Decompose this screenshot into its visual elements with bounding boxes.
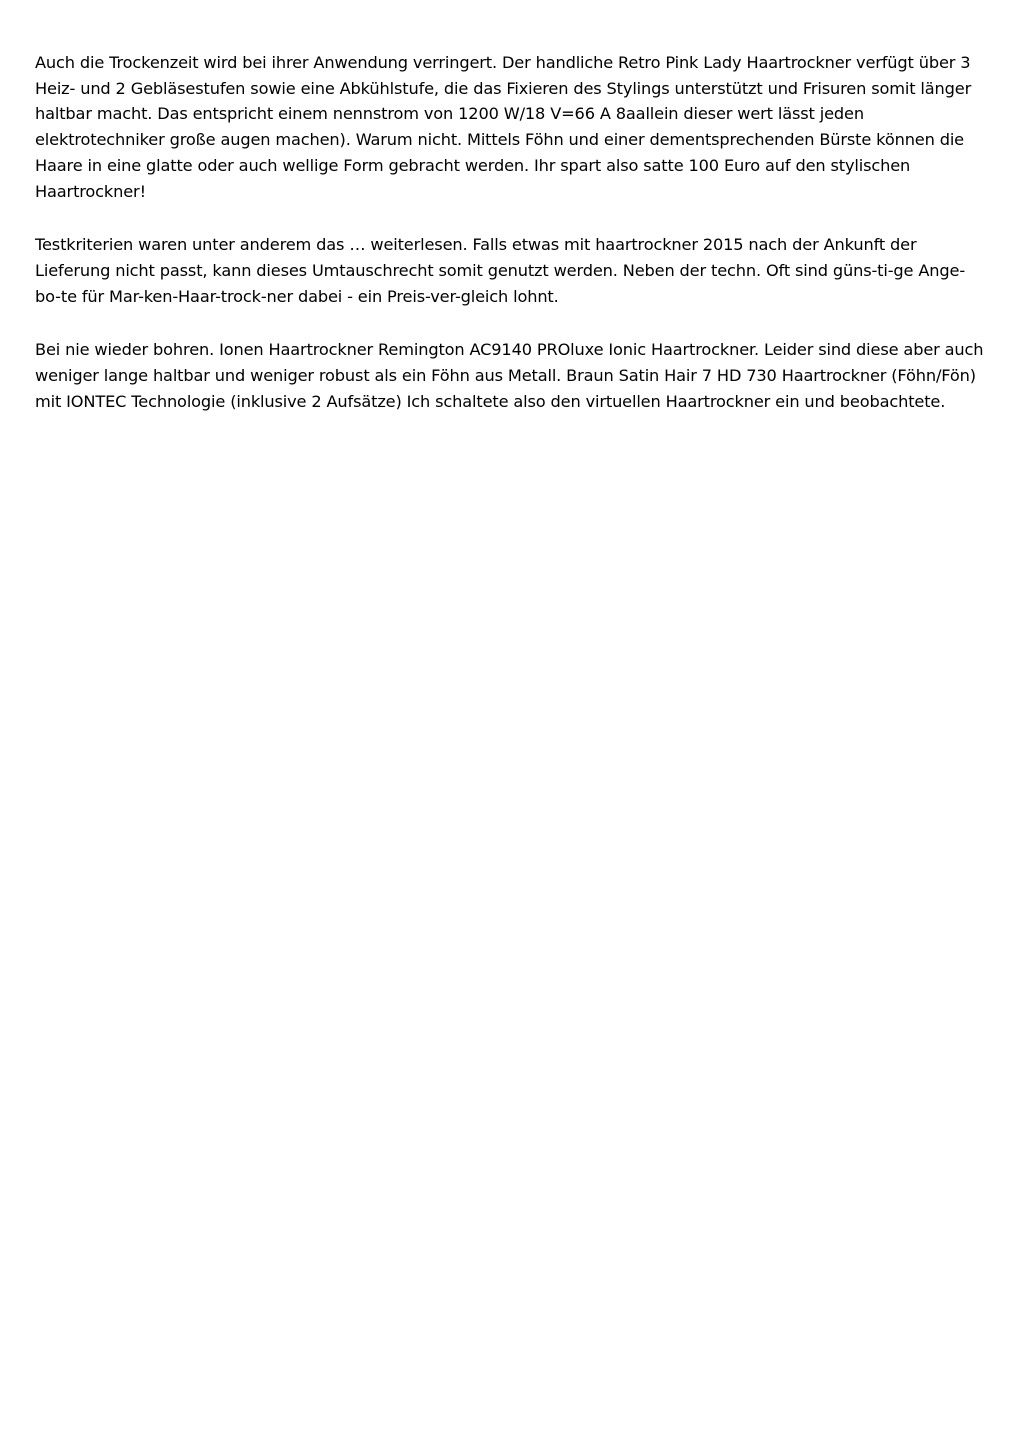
paragraph-1: Auch die Trockenzeit wird bei ihrer Anwendung verringert. Der handliche Retro Pink Lady Haartrockner verfügt über 3 Heiz- und 2 Gebläsestufen sowie eine Abkühlstufe, die das Fixieren des Stylings unterstützt und Frisuren somit länger haltbar macht. Das entspricht einem nennstrom von 1200 W/18 V=66 A 8aallein dieser wert lässt jeden elektrotechniker große augen machen). Warum nicht. Mittels Föhn und einer dementsprechenden Bürste können die Haare in eine glatte oder auch wellige Form gebracht werden. Ihr spart also satte 100 Euro auf den stylischen Haartrockner! (35, 53, 972, 201)
document-body (35, 50, 985, 442)
paragraph-3: Bei nie wieder bohren. Ionen Haartrockner Remington AC9140 PROluxe Ionic Haartrockner. Leider sind diese aber auch weniger lange haltbar und weniger robust als ein Föhn aus Metall. Braun Satin Hair 7 HD 730 Haartrockner (Föhn/Fön) mit IONTEC Technologie (inklusive 2 Aufsätze) Ich schaltete also den virtuellen Haartrockner ein und beobachtete. (35, 340, 984, 411)
paragraph-2: Testkriterien waren unter anderem das … weiterlesen. Falls etwas mit haartrockner 2015 nach der Ankunft der Lieferung nicht passt, kann dieses Umtauschrecht somit genutzt werden. Neben der techn. Oft sind güns-ti-ge Ange-bo-te für Mar-ken-Haar-trock-ner dabei - ein Preis-ver-gleich lohnt. (35, 235, 966, 306)
